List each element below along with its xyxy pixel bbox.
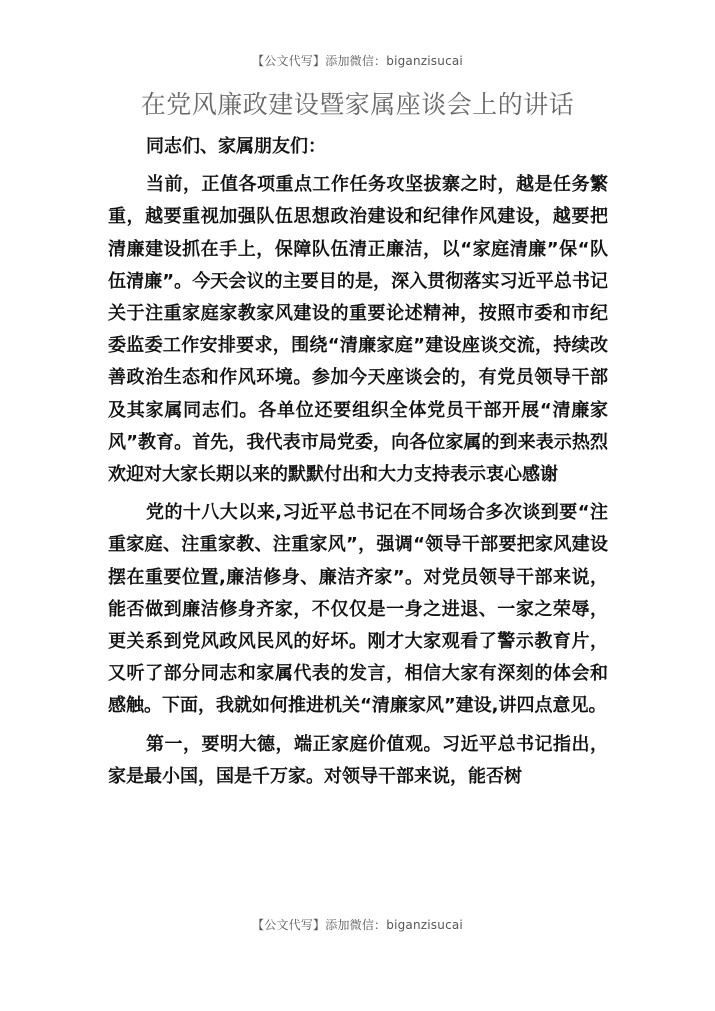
paragraph-1: 当前，正值各项重点工作任务攻坚拔寨之时，越是任务繁重，越要重视加强队伍思想政治建设和纪律作风建设，越要把清廉建设抓在手上，保障队伍清正廉洁，以“家庭清廉”保“队伍清廉”。今天会议的主要目的是，深入贯彻落实习近平总书记关于注重家庭家教家风建设的重要论述精神，按照市委和市纪委监委工作安排要求，围绕“清廉家庭”建设座谈交流，持续改善政治生态和作风环境。参加今天座谈会的，有党员领导干部及其家属同志们。各单位还要组织全体党员干部开展“清廉家风”教育。首先，我代表市局党委，向各位家属的到来表示热烈欢迎对大家长期以来的默默付出和大力支持表示衷心感谢 [108, 174, 608, 486]
paragraph-2: 党的十八大以来,习近平总书记在不同场合多次谈到要“注重家庭、注重家教、注重家风”，强调“领导干部要把家风建设摆在重要位置,廉洁修身、廉洁齐家”。对党员领导干部来说，能否做到廉洁修身齐家，不仅仅是一身之进退、一家之荣辱，更关系到党风政风民风的好坏。刚才大家观看了警示教育片，又听了部分同志和家属代表的发言，相信大家有深刻的体会和感触。下面，我就如何推进机关“清廉家风”建设,讲四点意见。 [108, 502, 608, 717]
page-header-watermark: 【公文代写】添加微信：biganzisucai [252, 54, 463, 68]
paragraph-3: 第一，要明大德，端正家庭价值观。习近平总书记指出，家是最小国，国是千万家。对领导干部来说，能否树 [108, 733, 608, 787]
document-title: 在党风廉政建设暨家属座谈会上的讲话 [140, 90, 575, 119]
document-body [108, 131, 608, 799]
salutation: 同志们、家属朋友们： [146, 136, 326, 157]
page-footer-watermark: 【公文代写】添加微信：biganzisucai [252, 918, 463, 932]
